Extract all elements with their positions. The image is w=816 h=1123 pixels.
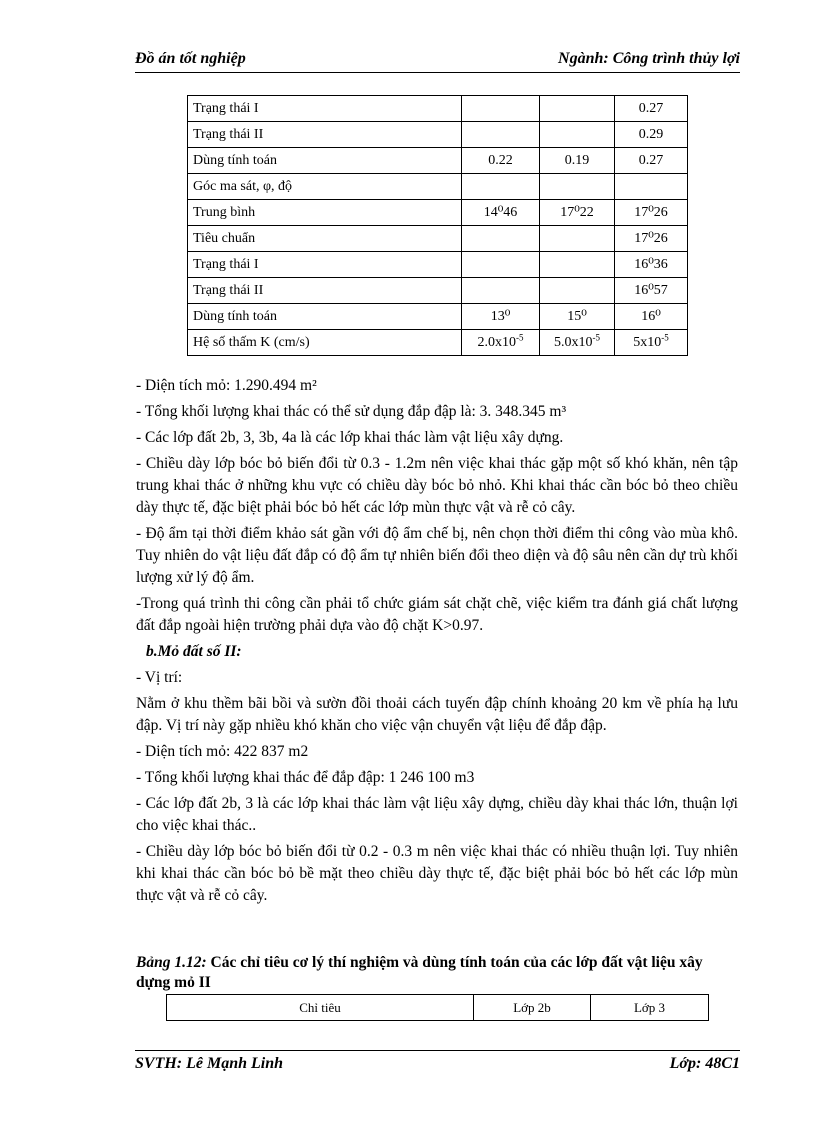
- table-caption: [136, 953, 738, 993]
- column-header: Lớp 2b: [474, 995, 591, 1021]
- table-cell: [615, 330, 688, 356]
- table-cell: 16⁰: [615, 304, 688, 330]
- table-cell: 16⁰57: [615, 278, 688, 304]
- table-cell: 16⁰36: [615, 252, 688, 278]
- cell-exponent: -5: [592, 331, 600, 342]
- cell-exponent: -5: [661, 331, 669, 342]
- table-row: [188, 96, 688, 122]
- table-cell: 0.27: [615, 96, 688, 122]
- table-cell: [540, 330, 615, 356]
- table-cell: [540, 226, 615, 252]
- table-cell-label: Trung bình: [188, 200, 462, 226]
- paragraph: - Chiều dày lớp bóc bỏ biến đổi từ 0.3 - 1.2m nên việc khai thác gặp một số khó khăn, nên tập trung khai thác ở những khu vực có chiều dày bóc bỏ nhỏ. Khi khai thác cần bóc bỏ theo chiều dày thực tế, đặc biệt phải bóc bỏ hết các lớp mùn thực vật và rễ cỏ cây.: [136, 455, 738, 516]
- table-cell: 14⁰46: [462, 200, 540, 226]
- table-cell-label: Góc ma sát, φ, độ: [188, 174, 462, 200]
- section-subheading: b.Mỏ đất số II:: [146, 643, 242, 660]
- table-cell-label: Dùng tính toán: [188, 304, 462, 330]
- table-cell: [462, 226, 540, 252]
- properties-table-continued: [187, 95, 688, 356]
- footer-class: Lớp: 48C1: [669, 1055, 740, 1072]
- paragraph: Nằm ở khu thềm bãi bồi và sườn đồi thoải cách tuyến đập chính khoảng 20 km về phía hạ lưu đập. Vị trí này gặp nhiều khó khăn cho việc vận chuyển vật liệu để đắp đập.: [136, 695, 738, 734]
- column-header: Chỉ tiêu: [167, 995, 474, 1021]
- table-row: [188, 148, 688, 174]
- table-cell: [462, 96, 540, 122]
- cell-base: 5.0x10: [554, 334, 593, 350]
- table-row: [188, 226, 688, 252]
- footer-student: SVTH: Lê Mạnh Linh: [135, 1055, 284, 1072]
- cell-base: 5x10: [633, 334, 662, 350]
- paragraph: - Diện tích mỏ: 1.290.494 m²: [136, 377, 317, 394]
- page-footer: [135, 1050, 740, 1075]
- column-header: Lớp 3: [591, 995, 709, 1021]
- table-row: [188, 252, 688, 278]
- paragraph: - Các lớp đất 2b, 3, 3b, 4a là các lớp khai thác làm vật liệu xây dựng.: [136, 429, 564, 446]
- table-row: [188, 200, 688, 226]
- table-cell: [462, 278, 540, 304]
- paragraph: - Diện tích mỏ: 422 837 m2: [136, 743, 309, 760]
- table-cell: [540, 278, 615, 304]
- table-row: [188, 122, 688, 148]
- mine-ii-table: [166, 994, 709, 1021]
- table-cell: [540, 174, 615, 200]
- paragraph: - Chiều dày lớp bóc bỏ biến đổi từ 0.2 - 0.3 m nên việc khai thác có nhiều thuận lợi. Tuy nhiên khi khai thác cần bóc bỏ bề mặt theo chiều dày thực tế, đặc biệt phải bóc bỏ hết các lớp mùn thực vật và rễ cỏ cây.: [136, 843, 738, 904]
- table-cell-label: Trạng thái II: [188, 122, 462, 148]
- table-cell: 0.29: [615, 122, 688, 148]
- table-row: [188, 330, 688, 356]
- table-cell: [540, 122, 615, 148]
- table-cell: [615, 174, 688, 200]
- paragraph: - Tổng khối lượng khai thác để đắp đập: 1 246 100 m3: [136, 769, 475, 786]
- table-cell: 0.27: [615, 148, 688, 174]
- header-title: Đồ án tốt nghiệp: [135, 50, 246, 67]
- table-cell-label: Trạng thái I: [188, 252, 462, 278]
- cell-base: 2.0x10: [477, 334, 516, 350]
- paragraph: - Độ ẩm tại thời điểm khảo sát gần với độ ẩm chế bị, nên chọn thời điểm thi công vào mùa khô. Tuy nhiên do vật liệu đất đắp có độ ẩm tự nhiên biến đổi theo diện và độ sâu nên cần dự trù khối lượng xử lý độ ẩm.: [136, 525, 738, 586]
- table-cell-label: Dùng tính toán: [188, 148, 462, 174]
- table-cell-label: Tiêu chuẩn: [188, 226, 462, 252]
- table-row: [188, 278, 688, 304]
- table-cell: [540, 96, 615, 122]
- header-department: Ngành: Công trình thủy lợi: [558, 50, 740, 67]
- paragraph: - Tổng khối lượng khai thác có thể sử dụng đắp đập là: 3. 348.345 m³: [136, 403, 567, 420]
- table-cell: 15⁰: [540, 304, 615, 330]
- table-header-row: [167, 995, 709, 1021]
- table-row: [188, 174, 688, 200]
- table-cell: [462, 330, 540, 356]
- page-header: [135, 50, 740, 73]
- paragraph: - Vị trí:: [136, 669, 183, 686]
- table-cell: 0.19: [540, 148, 615, 174]
- cell-exponent: -5: [516, 331, 524, 342]
- table-cell: 17⁰26: [615, 200, 688, 226]
- table-cell-label: Hệ số thấm K (cm/s): [188, 330, 462, 356]
- caption-label: Bảng 1.12:: [136, 954, 207, 971]
- table-cell: [462, 174, 540, 200]
- table-cell: 17⁰26: [615, 226, 688, 252]
- table-cell-label: Trạng thái I: [188, 96, 462, 122]
- table-cell: [462, 122, 540, 148]
- paragraph: -Trong quá trình thi công cần phải tổ chức giám sát chặt chẽ, việc kiểm tra đánh giá chất lượng đất đắp ngoài hiện trường phải dựa vào độ chặt K>0.97.: [136, 595, 738, 634]
- table-cell: 17⁰22: [540, 200, 615, 226]
- table-row: [188, 304, 688, 330]
- table-cell: 0.22: [462, 148, 540, 174]
- table-cell: [540, 252, 615, 278]
- body-text: [136, 375, 738, 911]
- table-cell-label: Trạng thái II: [188, 278, 462, 304]
- table-cell: 13⁰: [462, 304, 540, 330]
- table-cell: [462, 252, 540, 278]
- paragraph: - Các lớp đất 2b, 3 là các lớp khai thác làm vật liệu xây dựng, chiều dày khai thác lớn, thuận lợi cho việc khai thác..: [136, 795, 738, 834]
- caption-text: Các chỉ tiêu cơ lý thí nghiệm và dùng tính toán của các lớp đất vật liệu xây dựng mỏ II: [136, 954, 703, 991]
